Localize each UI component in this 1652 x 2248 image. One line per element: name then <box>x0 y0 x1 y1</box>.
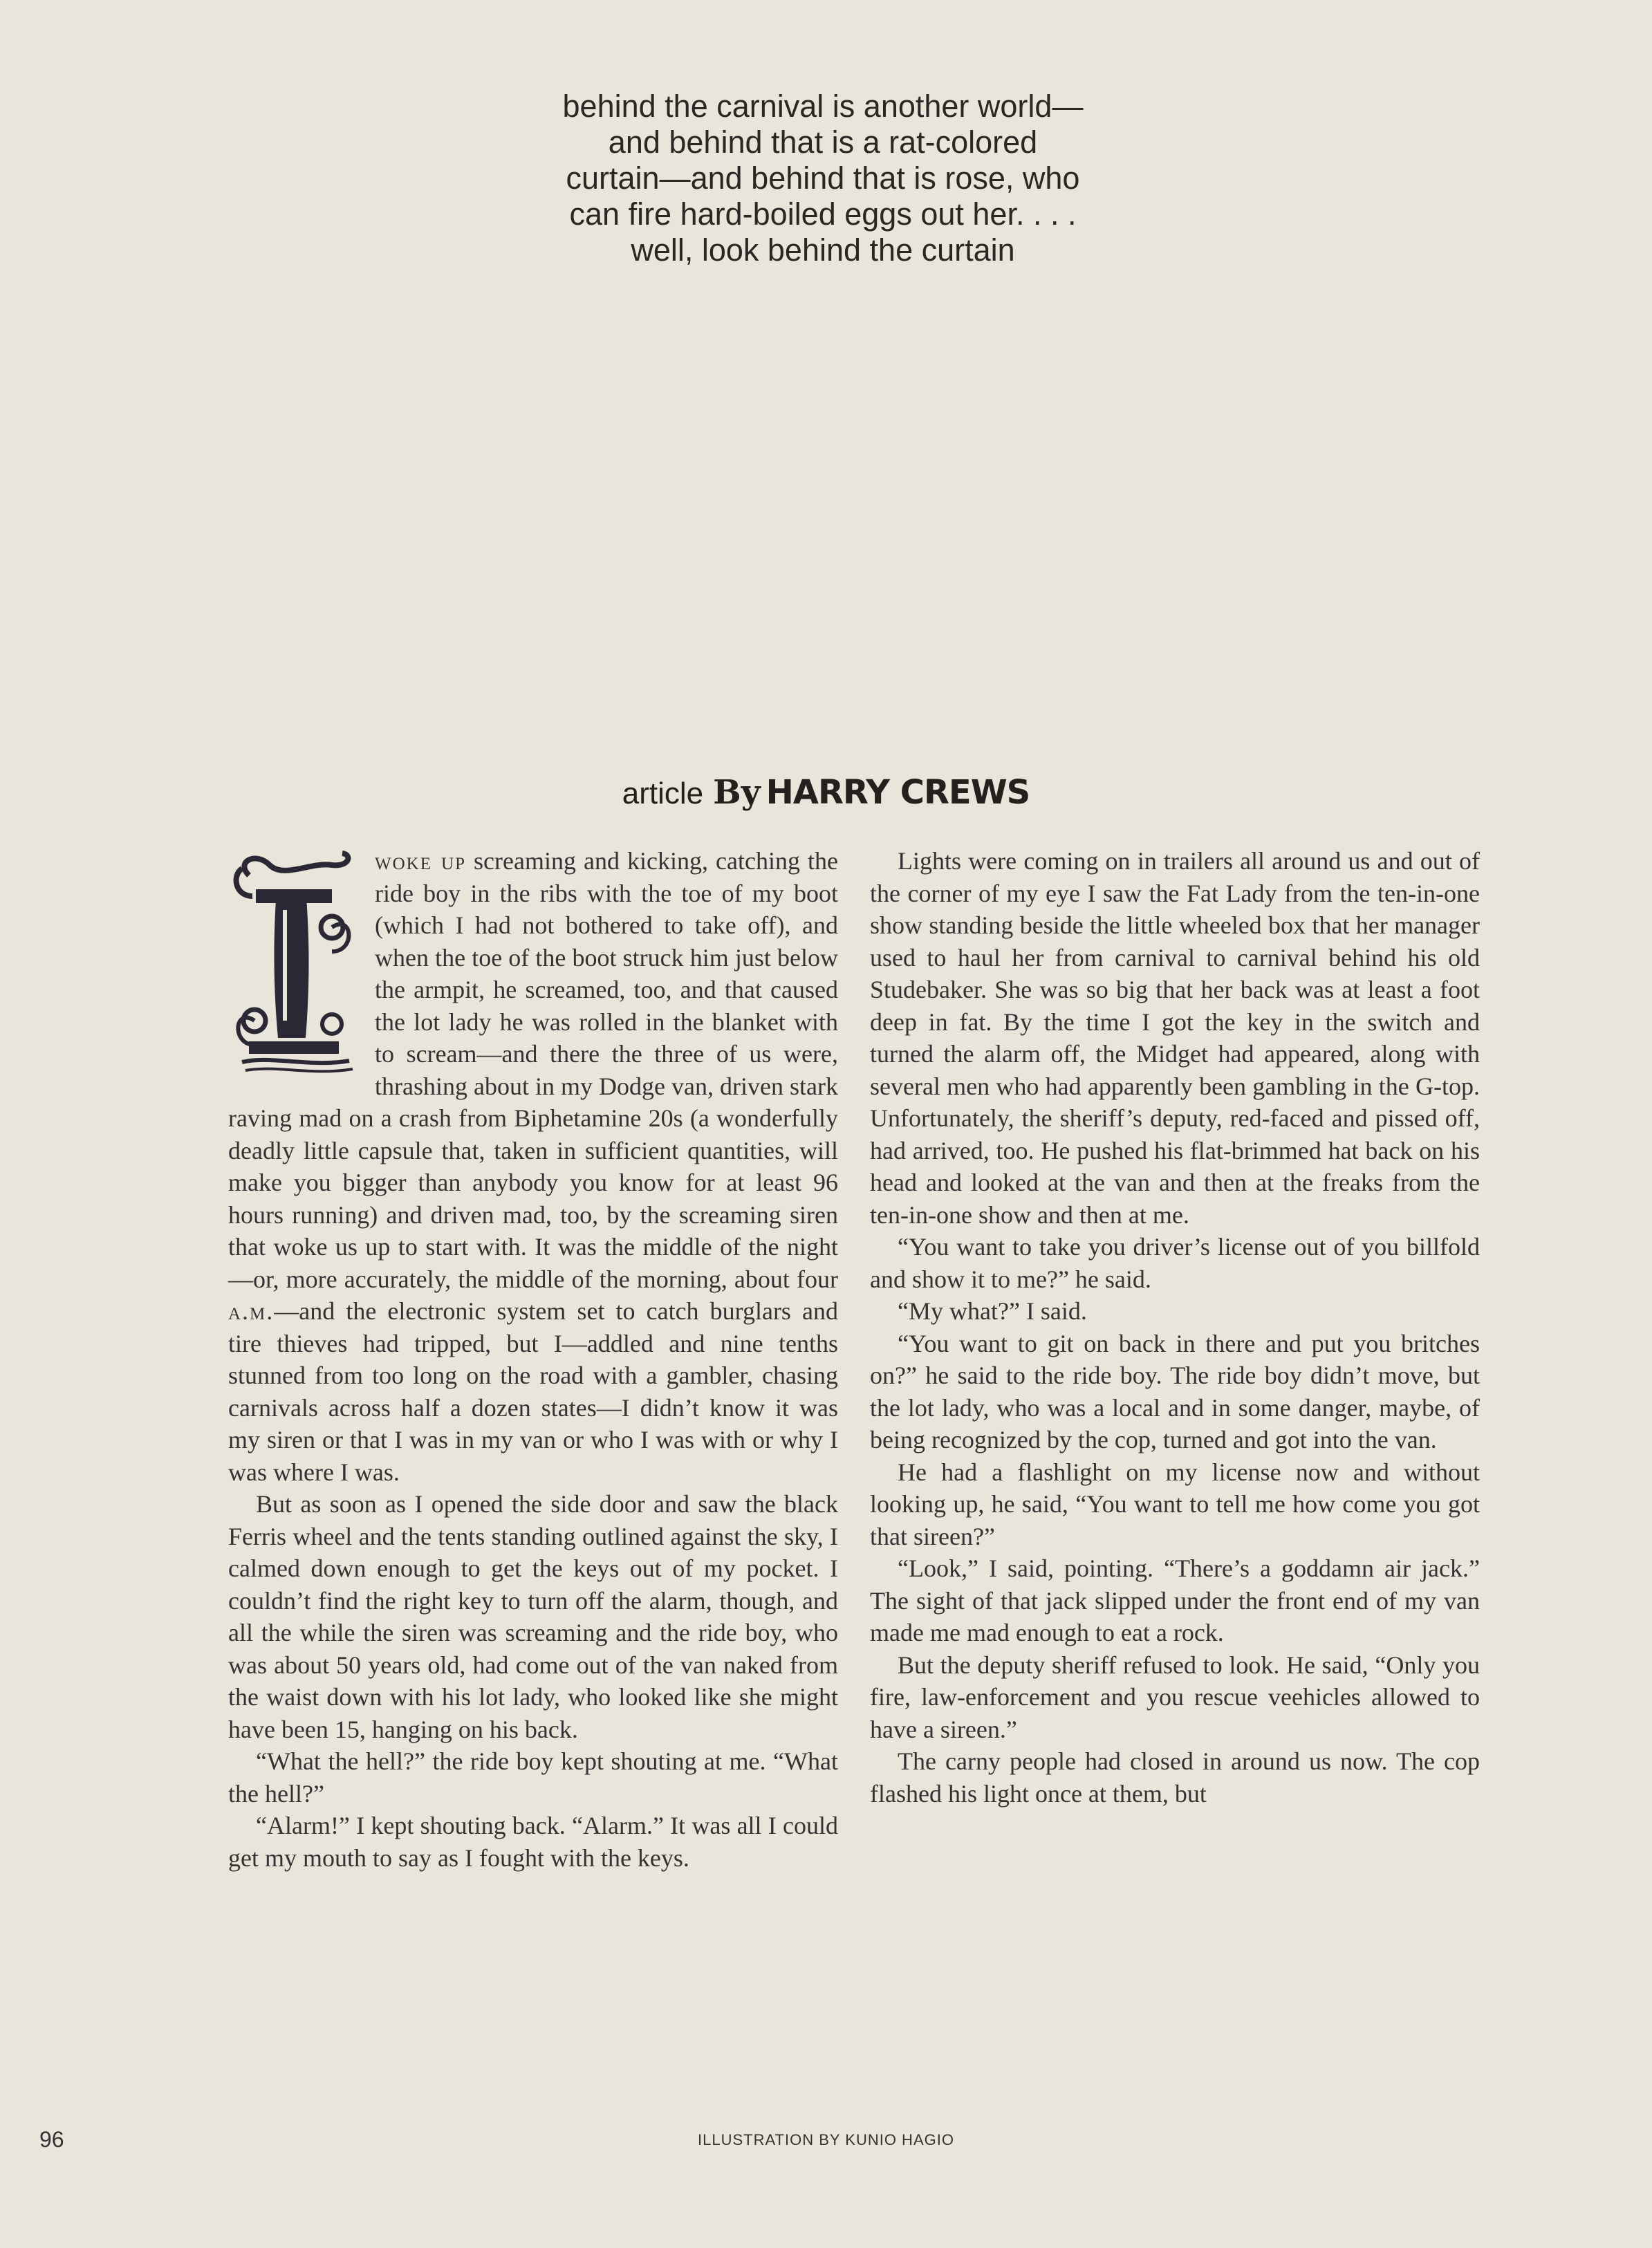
illustration-credit: ILLUSTRATION BY KUNIO HAGIO <box>698 2131 954 2148</box>
paragraph-text: a.m. <box>228 1297 275 1325</box>
byline <box>0 773 1652 812</box>
deck-line: behind the carnival is another world— <box>562 89 1084 124</box>
paragraph-text: screaming and kicking, catching the ride boy in the ribs with the toe of my boot (which I had not bothered to take off), and when the toe of the boot struck him just below the armpit, he screamed, too, and that caused the lot lady he was rolled in the blanket with to scream—and there the three of us were, thrashing about in my Dodge van, driven stark raving mad on a crash from Biphetamine 20s (a wonderfully deadly little capsule that, taken in sufficient quantities, will make you bigger than anybody you know for at least 96 hours running) and driven mad, too, by the screaming siren that woke us up to start with. It was the middle of the night—or, more accurately, the middle of the morning, about four <box>228 847 838 1293</box>
byline-author: HARRY CREWS <box>765 773 1030 812</box>
article-column-right <box>870 845 1480 1810</box>
deck <box>443 89 1203 268</box>
page-number: 96 <box>39 2127 64 2152</box>
paragraph: He had a flashlight on my license now and without looking up, he said, “You want to tell me how come you got that sireen?” <box>870 1458 1480 1550</box>
paragraph: “What the hell?” the ride boy kept shouting at me. “What the hell?” <box>228 1747 838 1808</box>
byline-by: By <box>713 773 761 812</box>
byline-kicker: article <box>622 777 704 810</box>
deck-line: well, look behind the curtain <box>631 232 1015 268</box>
paragraph-text: —and the electronic system set to catch burglars and tire thieves had tripped, but I—addled and nine tenths stunned from too long on the road with a gambler, chasing carnivals across half a dozen states—I didn’t know it was my siren or that I was in my van or who I was with or why I was where I was. <box>228 1297 838 1486</box>
deck-line: curtain—and behind that is rose, who <box>566 160 1080 196</box>
paragraph: But as soon as I opened the side door and saw the black Ferris wheel and the tents standing outlined against the sky, I calmed down enough to get the keys out of my pocket. I couldn’t find the right key to turn off the alarm, though, and all the while the siren was screaming and the ride boy, who was about 50 years old, had come out of the van naked from the waist down with his lot lady, who looked like she might have been 15, hanging on his back. <box>228 1490 838 1743</box>
paragraph: Lights were coming on in trailers all around us and out of the corner of my eye I saw the Fat Lady from the ten-in-one show standing beside the little wheeled box that her manager used to haul her from carnival to carnival behind his old Studebaker. She was so big that her back was at least a foot deep in fat. By the time I got the key in the switch and turned the alarm off, the Midget had appeared, along with several men who had apparently been gambling in the G-top. Unfortunately, the sheriff’s deputy, red-faced and pissed off, had arrived, too. He pushed his flat-brimmed hat back on his head and looked at the van and then at the freaks from the ten-in-one show and then at me. <box>870 847 1480 1229</box>
deck-line: can fire hard-boiled eggs out her. . . . <box>569 196 1077 232</box>
deck-line: and behind that is a rat-colored <box>608 124 1038 160</box>
article-column-left <box>228 845 838 1874</box>
lead-in: woke up <box>375 847 466 875</box>
ornamental-drop-cap-i <box>228 848 360 1076</box>
paragraph: “My what?” I said. <box>898 1297 1087 1325</box>
paragraph: But the deputy sheriff refused to look. He said, “Only you fire, law-enforcement and you rescue veehicles allowed to have a sireen.” <box>870 1651 1480 1743</box>
paragraph: “Alarm!” I kept shouting back. “Alarm.” It was all I could get my mouth to say as I fought with the keys. <box>228 1812 838 1872</box>
paragraph: “You want to take you driver’s license out of you billfold and show it to me?” he said. <box>870 1233 1480 1293</box>
paragraph: The carny people had closed in around us now. The cop flashed his light once at them, but <box>870 1747 1480 1808</box>
paragraph: “You want to git on back in there and put you britches on?” he said to the ride boy. The ride boy didn’t move, but the lot lady, who was a local and in some danger, maybe, of being recognized by the cop, turned and got into the van. <box>870 1329 1480 1453</box>
paragraph: “Look,” I said, pointing. “There’s a goddamn air jack.” The sight of that jack slipped under the front end of my van made me mad enough to eat a rock. <box>870 1554 1480 1646</box>
